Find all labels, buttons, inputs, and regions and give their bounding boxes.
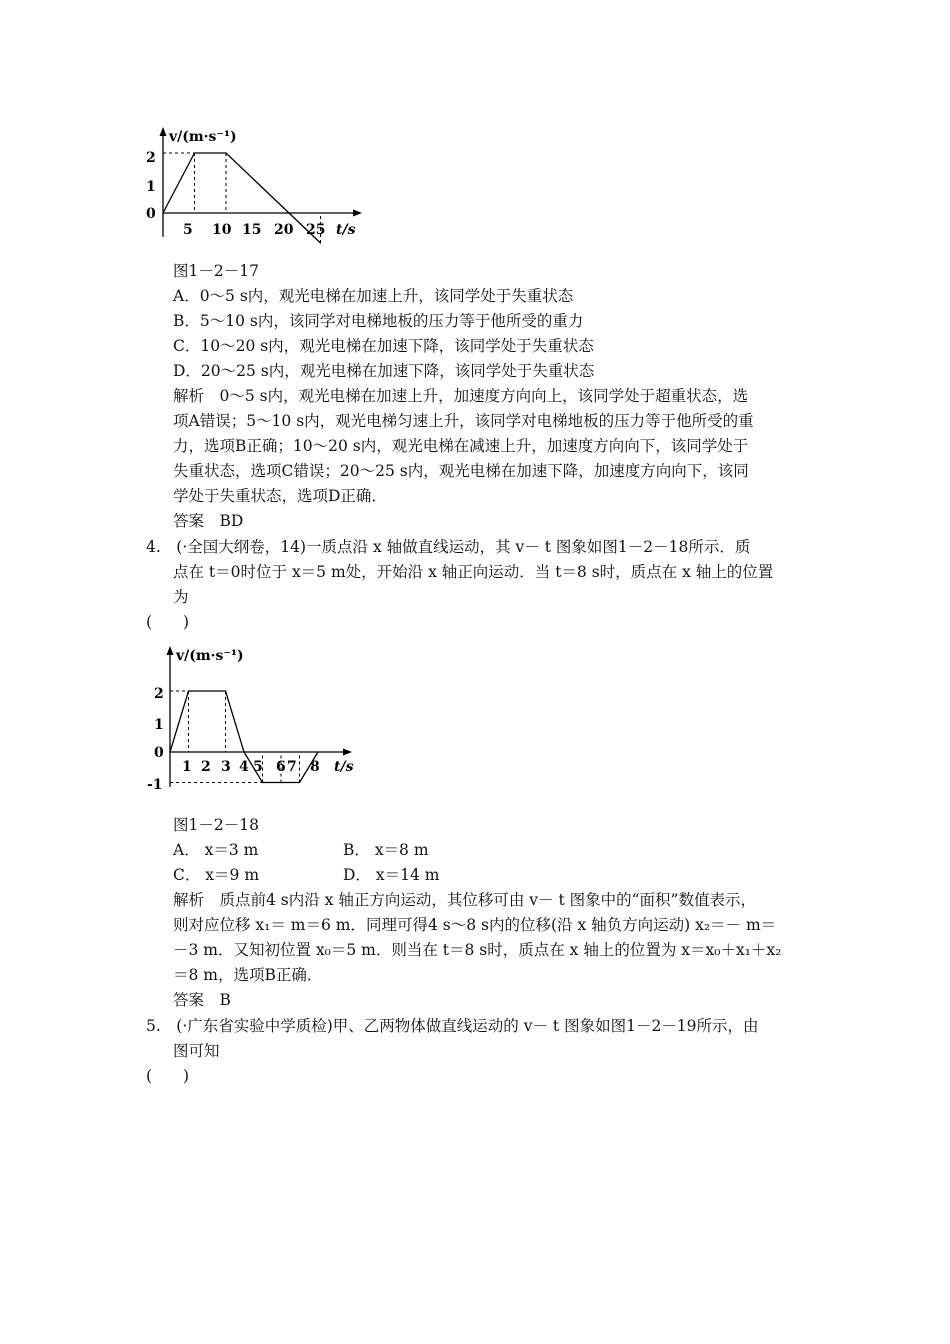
- analysis-line: －3 m．又知初位置 x₀＝5 m．则当在 t＝8 s时，质点在 x 轴上的位置为 x＝x₀＋x₁＋x₂: [173, 941, 782, 959]
- analysis-line: ＝8 m，选项B正确．: [173, 966, 323, 984]
- y-tick-0: 0: [154, 745, 164, 761]
- x-tick-15: 15: [242, 222, 262, 238]
- analysis-line: 解析 0～5 s内，观光电梯在加速上升，加速度方向向上，该同学处于超重状态，选: [173, 387, 749, 405]
- x-tick-25: 25: [306, 222, 326, 238]
- x-tick-1: 1: [182, 759, 192, 775]
- y-tick-0: 0: [146, 206, 156, 222]
- y-tick-1: 1: [146, 179, 156, 195]
- y-axis-arrow: [167, 646, 174, 655]
- chart-fig-1-2-18: [140, 640, 370, 800]
- option-d: D． x＝14 m: [343, 866, 440, 884]
- y-tick-2: 2: [154, 686, 164, 702]
- x-axis-label: t/s: [334, 759, 354, 775]
- question-5-line: 5. (·广东省实验中学质检)甲、乙两物体做直线运动的 v－ t 图象如图1－2－19所示，由: [146, 1017, 759, 1035]
- y-tick-minus-1: -1: [147, 777, 163, 793]
- x-tick-8: 8: [310, 759, 320, 775]
- question-5-line: 图可知: [173, 1042, 220, 1060]
- option-c: C． x＝9 m: [173, 866, 260, 884]
- x-axis-arrow: [353, 210, 362, 217]
- x-tick-5: 5: [183, 222, 193, 238]
- x-tick-20: 20: [274, 222, 294, 238]
- y-axis-label: v/(m·s⁻¹): [176, 648, 244, 664]
- y-axis-arrow: [160, 127, 167, 136]
- x-tick-5: 5: [253, 759, 263, 775]
- answer: 答案 BD: [173, 512, 244, 530]
- x-tick-4: 4: [239, 759, 249, 775]
- x-axis-arrow: [343, 749, 352, 756]
- question-4-line: 点在 t＝0时位于 x＝5 m处，开始沿 x 轴正向运动．当 t＝8 s时，质点在 x 轴上的位置: [173, 563, 774, 581]
- question-4-line: 为: [173, 588, 189, 606]
- y-axis-label: v/(m·s⁻¹): [169, 129, 237, 145]
- option-a: A．0～5 s内，观光电梯在加速上升，该同学处于失重状态: [173, 287, 574, 305]
- analysis-line: 失重状态，选项C错误；20～25 s内，观光电梯在加速下降，加速度方向向下，该同: [173, 462, 749, 480]
- option-b: B． x＝8 m: [343, 841, 429, 859]
- fig-1-2-18-caption: 图1－2－18: [173, 816, 259, 834]
- answer-blank: ( ): [146, 613, 190, 631]
- x-tick-10: 10: [212, 222, 232, 238]
- x-tick-3: 3: [221, 759, 231, 775]
- chart-fig-1-2-17: [140, 125, 400, 260]
- analysis-line: 项A错误；5～10 s内，观光电梯匀速上升，该同学对电梯地板的压力等于他所受的重: [173, 412, 754, 430]
- option-b: B．5～10 s内，该同学对电梯地板的压力等于他所受的重力: [173, 312, 584, 330]
- analysis-line: 解析 质点前4 s内沿 x 轴正方向运动，其位移可由 v－ t 图象中的“面积”数值表示，: [173, 891, 756, 909]
- analysis-line: 学处于失重状态，选项D正确．: [173, 487, 387, 505]
- analysis-line: 力，选项B正确；10～20 s内，观光电梯在减速上升，加速度方向向下，该同学处于: [173, 437, 749, 455]
- fig-1-2-17-caption: 图1－2－17: [173, 262, 259, 280]
- question-4-line: 4. (·全国大纲卷，14)一质点沿 x 轴做直线运动，其 v－ t 图象如图1－2－18所示．质: [146, 538, 751, 556]
- x-tick-7: 7: [287, 759, 297, 775]
- answer-blank: ( ): [146, 1067, 190, 1085]
- x-tick-6: 6: [276, 759, 286, 775]
- y-tick-2: 2: [146, 150, 156, 166]
- option-a: A． x＝3 m: [173, 841, 259, 859]
- option-d: D．20～25 s内，观光电梯在加速下降，该同学处于失重状态: [173, 362, 595, 380]
- analysis-line: 则对应位移 x₁＝ m＝6 m．同理可得4 s～8 s内的位移(沿 x 轴负方向运动) x₂＝－ m＝: [173, 916, 777, 934]
- option-c: C．10～20 s内，观光电梯在加速下降，该同学处于失重状态: [173, 337, 594, 355]
- x-axis-label: t/s: [336, 222, 356, 238]
- x-tick-2: 2: [201, 759, 211, 775]
- answer: 答案 B: [173, 991, 231, 1009]
- y-tick-1: 1: [154, 717, 164, 733]
